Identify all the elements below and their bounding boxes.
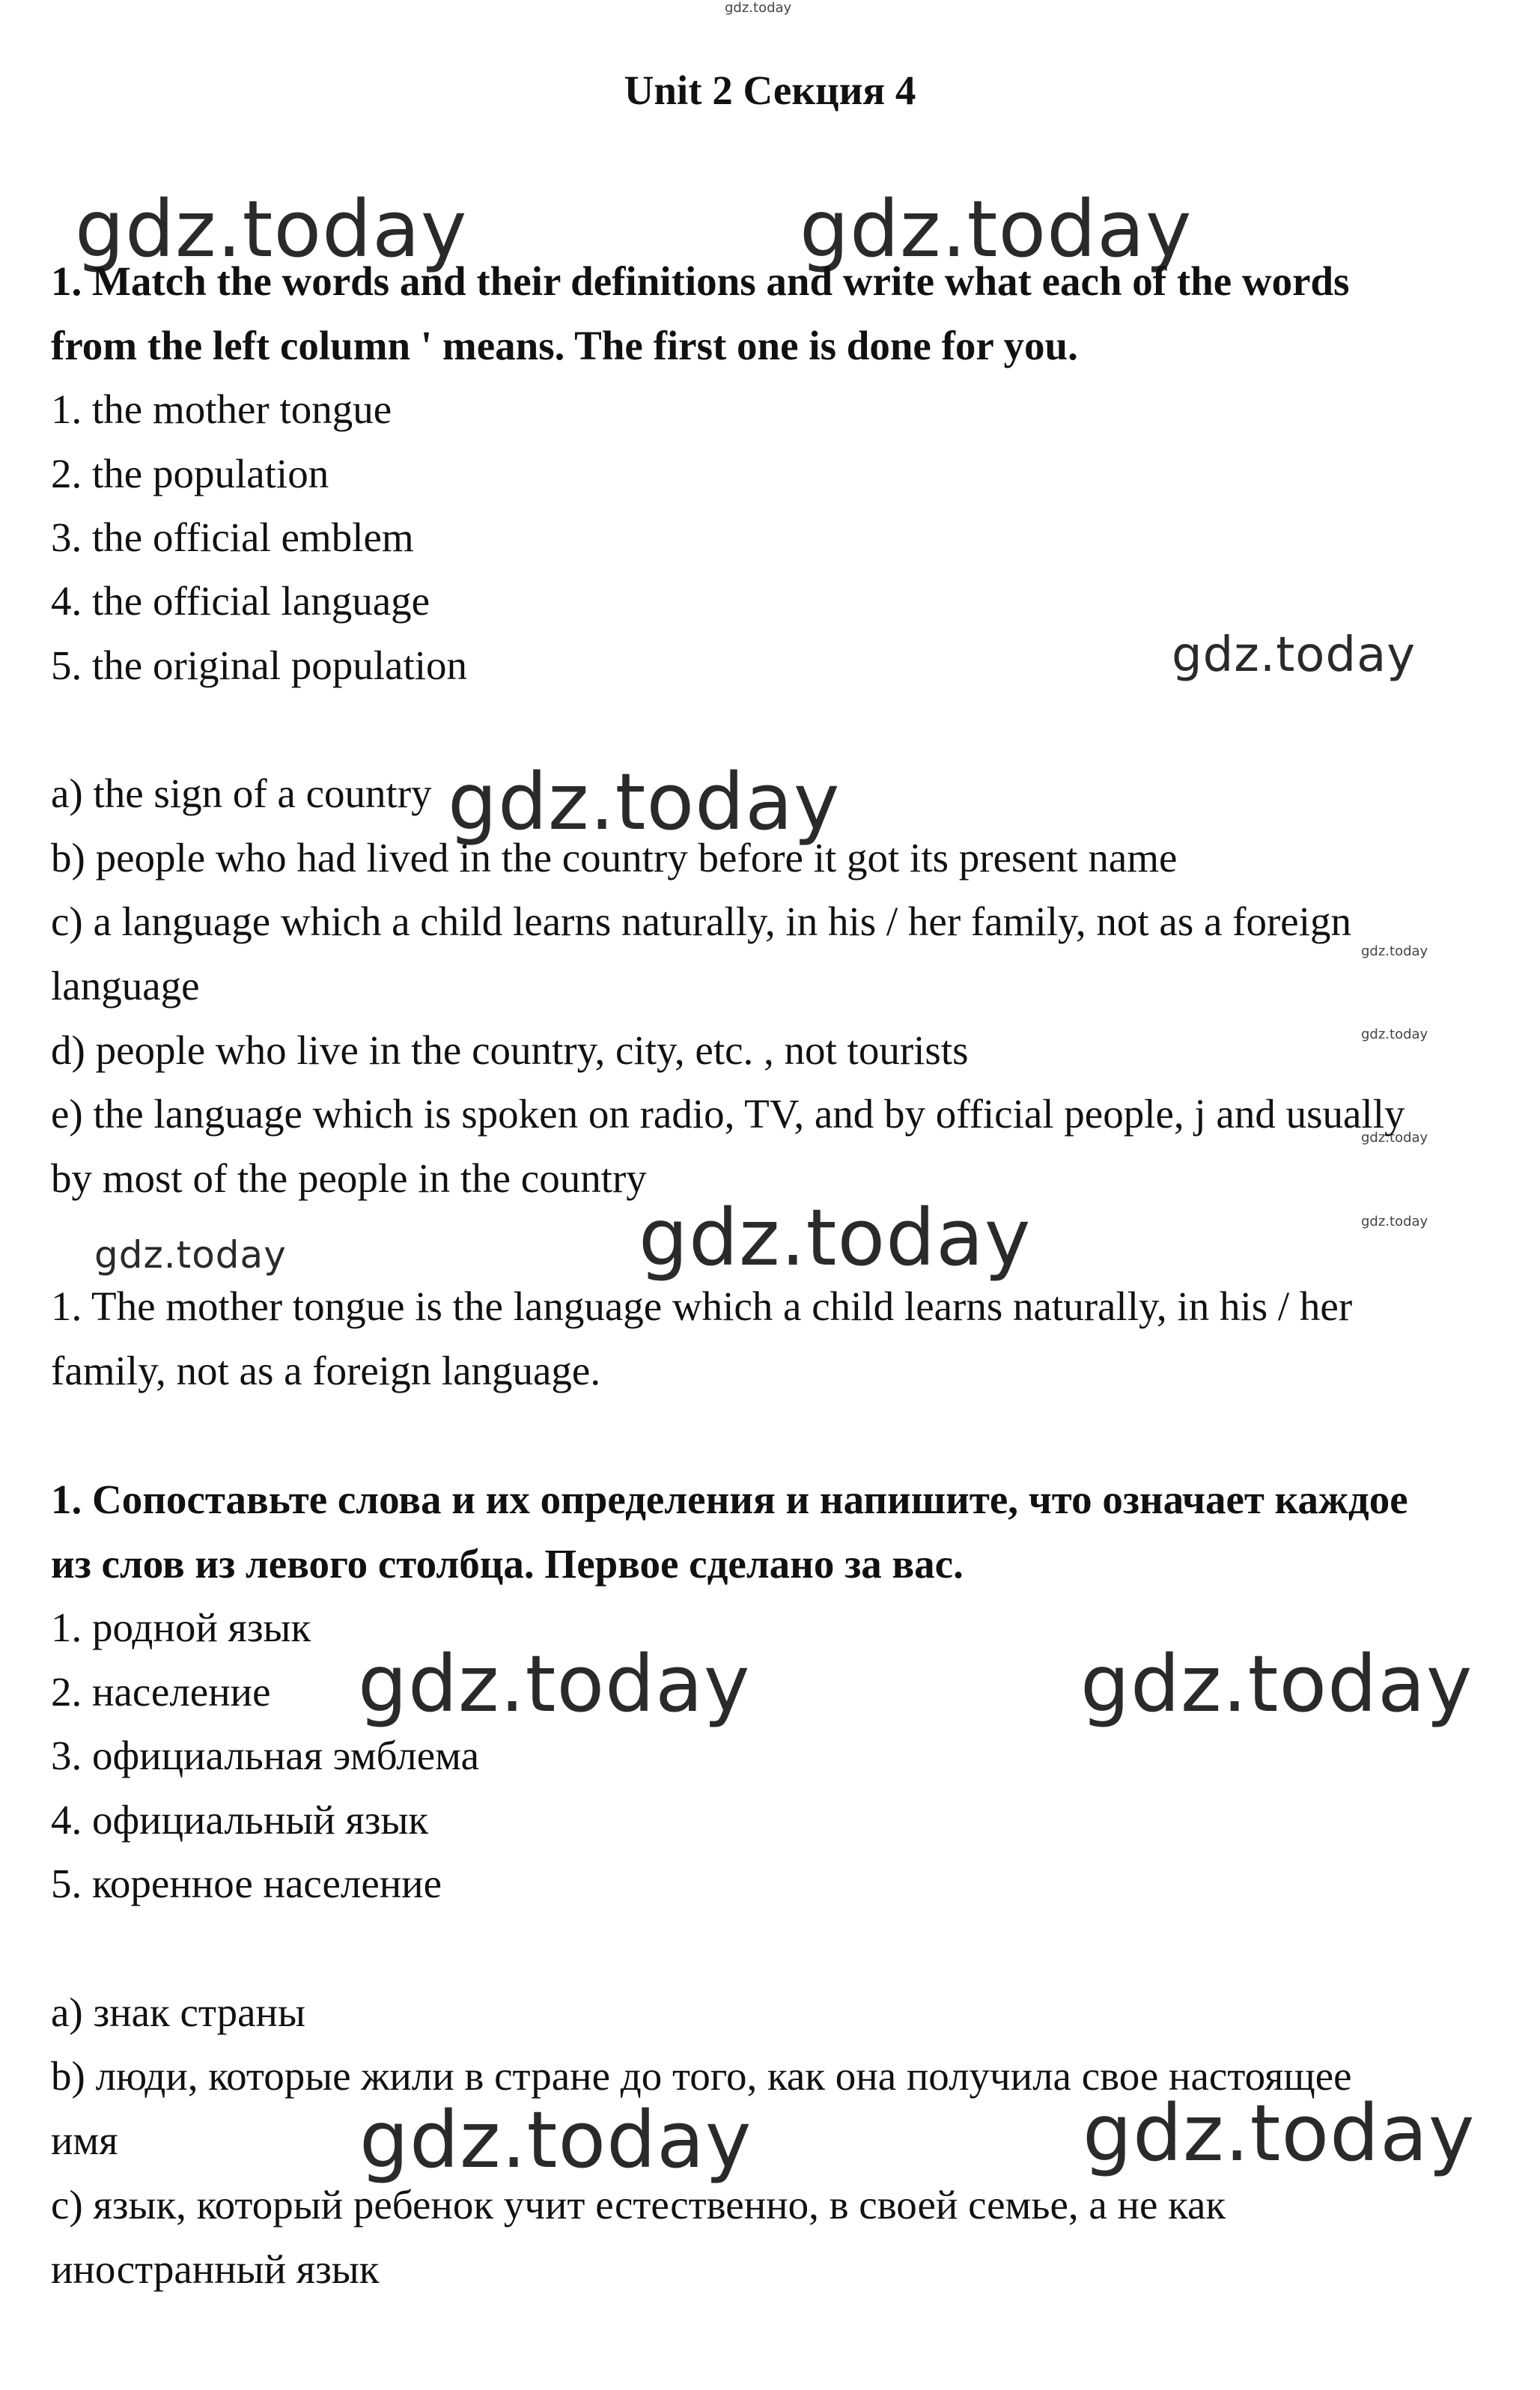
watermark: gdz.today (1172, 627, 1416, 683)
watermark: gdz.today (1361, 1130, 1428, 1146)
term-item-ru: 5. коренное население (51, 1861, 442, 1906)
task-heading-ru: из слов из левого столбца. Первое сделано за вас. (51, 1541, 964, 1587)
term-item-ru: 1. родной язык (51, 1605, 311, 1650)
definition-item-en: language (51, 963, 200, 1009)
definition-item-en: c) a language which a child learns naturally, in his / her family, not as a foreign (51, 898, 1351, 944)
definition-item-en: e) the language which is spoken on radio, TV, and by official people, j and usually (51, 1091, 1405, 1137)
task-heading-en: 1. Match the words and their definitions and write what each of the words (51, 258, 1350, 304)
watermark: gdz.today (358, 1638, 751, 1730)
watermark: gdz.today (448, 756, 841, 848)
task-heading-ru: 1. Сопоставьте слова и их определения и напишите, что означает каждое (51, 1477, 1408, 1522)
term-item-ru: 4. официальный язык (51, 1797, 429, 1843)
watermark: gdz.today (75, 183, 468, 275)
watermark: gdz.today (94, 1233, 287, 1277)
definition-item-ru: b) люди, которые жили в стране до того, как она получила свое настоящее (51, 2053, 1352, 2099)
definition-item-ru: имя (51, 2117, 118, 2163)
task-heading-en: from the left column ' means. The first one is done for you. (51, 323, 1078, 368)
answer-text-en: 1. The mother tongue is the language which a child learns naturally, in his / her (51, 1283, 1353, 1329)
term-item-en: 4. the official language (51, 578, 430, 624)
term-item-ru: 3. официальная эмблема (51, 1733, 479, 1778)
definition-item-ru: a) знак страны (51, 1989, 305, 2035)
term-item-en: 3. the official emblem (51, 514, 414, 560)
term-item-en: 2. the population (51, 451, 329, 496)
term-item-en: 5. the original population (51, 642, 468, 688)
watermark: gdz.today (639, 1192, 1032, 1283)
definition-item-en: b) people who had lived in the country before it got its present name (51, 835, 1178, 881)
definition-item-ru: иностранный язык (51, 2246, 380, 2292)
definition-item-en: by most of the people in the country (51, 1155, 647, 1201)
watermark: gdz.today (1361, 1214, 1428, 1229)
watermark: gdz.today (1361, 943, 1428, 959)
watermark: gdz.today (1083, 2088, 1476, 2179)
header-tiny-watermark: gdz.today (725, 0, 792, 16)
watermark: gdz.today (359, 2094, 752, 2186)
watermark: gdz.today (800, 183, 1193, 275)
page-title: Unit 2 Секция 4 (624, 67, 916, 113)
definition-item-ru: c) язык, который ребенок учит естественно, в своей семье, а не как (51, 2182, 1226, 2228)
watermark: gdz.today (1361, 1027, 1428, 1042)
term-item-ru: 2. население (51, 1669, 271, 1715)
watermark: gdz.today (1080, 1638, 1473, 1730)
definition-item-en: d) people who live in the country, city, etc. , not tourists (51, 1027, 969, 1073)
answer-text-en: family, not as a foreign language. (51, 1348, 601, 1393)
definition-item-en: a) the sign of a country (51, 770, 432, 816)
term-item-en: 1. the mother tongue (51, 386, 392, 432)
